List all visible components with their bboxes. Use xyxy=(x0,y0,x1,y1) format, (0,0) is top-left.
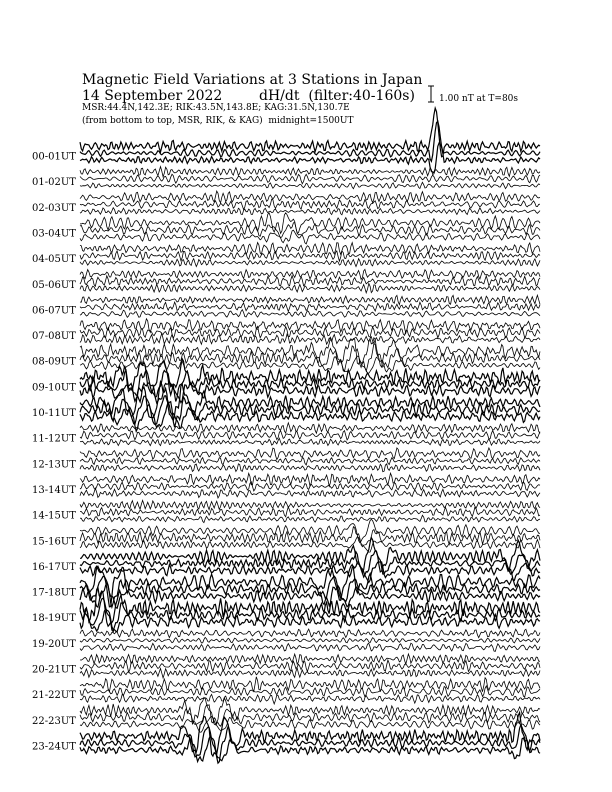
scale-bar-label: 1.00 nT at T=80s xyxy=(439,94,519,104)
quantity-label: dH/dt xyxy=(259,88,300,104)
hour-label: 21-22UT xyxy=(32,690,76,702)
hour-label: 06-07UT xyxy=(32,305,76,317)
trace-kag xyxy=(80,213,540,234)
trace-rik xyxy=(80,302,540,311)
trace-kag xyxy=(80,269,540,279)
hour-label: 03-04UT xyxy=(32,228,76,240)
trace-kag xyxy=(80,167,540,177)
hour-label: 17-18UT xyxy=(32,587,76,599)
trace-msr xyxy=(80,488,540,498)
trace-kag xyxy=(80,500,540,509)
hour-label: 18-19UT xyxy=(32,613,76,625)
hour-label: 20-21UT xyxy=(32,664,76,676)
trace-msr xyxy=(80,310,540,318)
trace-rik xyxy=(80,431,540,440)
trace-msr xyxy=(80,230,540,244)
trace-msr xyxy=(80,643,540,651)
trace-msr xyxy=(80,208,540,215)
hour-label: 19-20UT xyxy=(32,638,76,650)
trace-rik xyxy=(80,598,540,632)
trace-kag xyxy=(80,295,540,304)
hour-label: 22-23UT xyxy=(32,715,76,727)
hour-label: 12-13UT xyxy=(32,459,76,471)
trace-kag xyxy=(80,191,540,203)
trace-msr xyxy=(80,716,540,732)
trace-rik xyxy=(80,725,540,763)
hour-label: 04-05UT xyxy=(32,254,76,266)
trace-rik xyxy=(80,686,540,697)
trace-msr xyxy=(80,694,540,704)
trace-msr xyxy=(80,259,540,267)
hour-label: 23-24UT xyxy=(32,741,76,753)
trace-kag xyxy=(80,108,540,157)
trace-rik xyxy=(80,121,540,161)
midnight-note: midnight=1500UT xyxy=(268,116,354,126)
date-label: 14 September 2022 xyxy=(82,88,223,104)
filter-label: (filter:40-160s) xyxy=(308,88,415,104)
chart-title: Magnetic Field Variations at 3 Stations in Japan xyxy=(82,72,423,88)
hour-label: 07-08UT xyxy=(32,331,76,343)
trace-kag xyxy=(80,423,540,434)
trace-msr xyxy=(80,182,540,188)
trace-rik xyxy=(80,576,540,607)
trace-kag xyxy=(80,629,540,638)
trace-msr xyxy=(80,515,540,522)
trace-rik xyxy=(80,174,540,184)
hour-label: 02-03UT xyxy=(32,202,76,214)
order-note: (from bottom to top, MSR, RIK, & KAG) xyxy=(82,116,263,126)
trace-rik xyxy=(80,660,540,672)
hour-label: 15-16UT xyxy=(32,536,76,548)
trace-kag xyxy=(80,473,540,486)
trace-msr xyxy=(80,668,540,678)
station-coordinates: MSR:44.4N,142.3E; RIK:43.5N,143.8E; KAG:31.5N,130.7E xyxy=(82,103,350,113)
trace-rik xyxy=(80,705,540,726)
trace-rik xyxy=(80,276,540,287)
trace-rik xyxy=(80,199,540,210)
hour-label: 09-10UT xyxy=(32,382,76,394)
trace-kag xyxy=(80,319,540,333)
hour-label: 16-17UT xyxy=(32,561,76,573)
trace-rik xyxy=(80,507,540,517)
trace-kag xyxy=(80,243,540,255)
trace-msr xyxy=(80,736,540,761)
trace-msr xyxy=(80,438,540,445)
hour-label: 13-14UT xyxy=(32,484,76,496)
hour-label: 10-11UT xyxy=(32,408,76,419)
trace-msr xyxy=(80,333,540,344)
hour-label: 05-06UT xyxy=(32,279,76,291)
hour-label: 11-12UT xyxy=(32,433,76,445)
trace-rik xyxy=(80,637,540,643)
hour-label: 08-09UT xyxy=(32,356,76,368)
trace-rik xyxy=(80,251,540,261)
trace-msr xyxy=(80,284,540,293)
hour-label: 14-15UT xyxy=(32,510,76,522)
trace-msr xyxy=(80,464,540,472)
hour-label: 00-01UT xyxy=(32,151,76,163)
trace-kag xyxy=(80,337,540,367)
hour-label: 01-02UT xyxy=(32,177,76,189)
trace-kag xyxy=(80,448,540,460)
